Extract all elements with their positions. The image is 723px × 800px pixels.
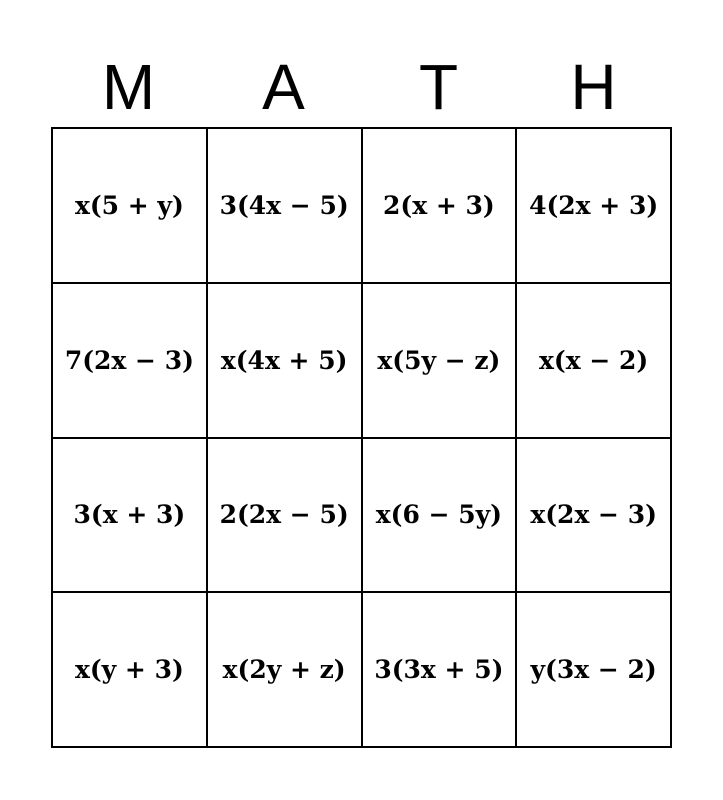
bingo-cell[interactable]: 7(2x − 3): [53, 284, 208, 439]
bingo-header: [51, 52, 671, 122]
bingo-cell[interactable]: x(2x − 3): [517, 439, 672, 594]
header-letter-h: H: [570, 51, 617, 123]
bingo-cell[interactable]: x(2y + z): [208, 593, 363, 748]
bingo-cell[interactable]: x(y + 3): [53, 593, 208, 748]
bingo-cell[interactable]: 2(2x − 5): [208, 439, 363, 594]
bingo-cell[interactable]: y(3x − 2): [517, 593, 672, 748]
bingo-cell[interactable]: 3(4x − 5): [208, 129, 363, 284]
bingo-cell[interactable]: 3(3x + 5): [363, 593, 518, 748]
header-letter-m: M: [101, 51, 156, 123]
header-letter-a: A: [262, 51, 305, 123]
bingo-cell[interactable]: x(4x + 5): [208, 284, 363, 439]
bingo-cell[interactable]: x(5 + y): [53, 129, 208, 284]
bingo-cell[interactable]: 4(2x + 3): [517, 129, 672, 284]
bingo-cell[interactable]: x(5y − z): [363, 284, 518, 439]
bingo-cell[interactable]: 2(x + 3): [363, 129, 518, 284]
bingo-cell[interactable]: x(6 − 5y): [363, 439, 518, 594]
header-letter-t: T: [418, 51, 459, 123]
bingo-board: [51, 127, 672, 748]
bingo-cell[interactable]: 3(x + 3): [53, 439, 208, 594]
bingo-cell[interactable]: x(x − 2): [517, 284, 672, 439]
